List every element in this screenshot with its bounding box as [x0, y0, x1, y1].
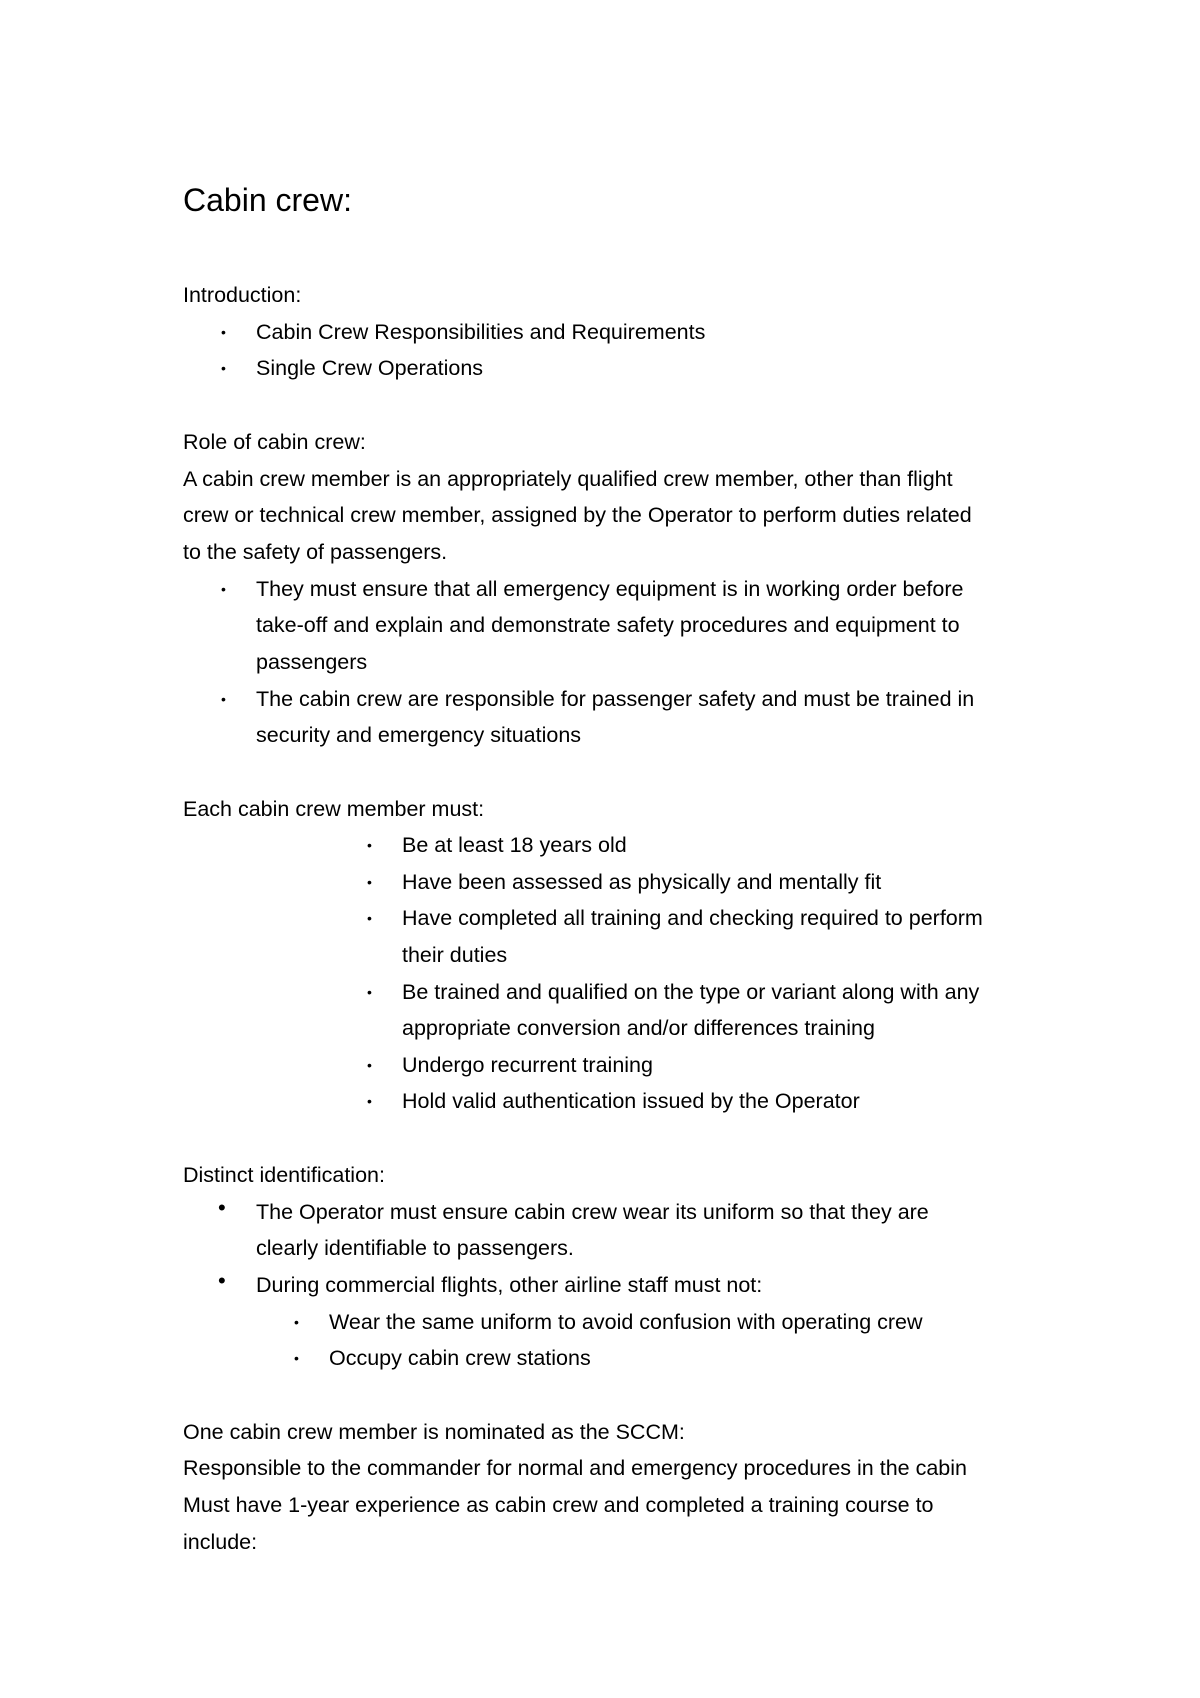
- page-title: Cabin crew:: [183, 182, 352, 218]
- distinct-sub-item: Wear the same uniform to avoid confusion with operating crew: [329, 1310, 923, 1334]
- role-paragraph-line: A cabin crew member is an appropriately qualified crew member, other than flight: [183, 467, 953, 491]
- requirement-item: Undergo recurrent training: [402, 1053, 653, 1077]
- requirement-item: Have been assessed as physically and mentally fit: [402, 870, 882, 894]
- intro-item: Cabin Crew Responsibilities and Requirements: [256, 320, 706, 344]
- requirement-item: Be trained and qualified on the type or variant along with any: [402, 980, 980, 1004]
- bullet-icon: •: [367, 874, 372, 890]
- sccm-line: Must have 1-year experience as cabin crew and completed a training course to: [183, 1493, 934, 1517]
- intro-item: Single Crew Operations: [256, 356, 484, 380]
- bullet-icon: •: [367, 837, 372, 853]
- role-bullet-line: security and emergency situations: [256, 723, 582, 747]
- sccm-heading: One cabin crew member is nominated as the SCCM:: [183, 1420, 685, 1444]
- distinct-bullet-line: During commercial flights, other airline staff must not:: [256, 1273, 763, 1297]
- bullet-icon: •: [218, 1195, 226, 1220]
- bullet-icon: •: [294, 1314, 299, 1330]
- bullet-icon: •: [367, 1093, 372, 1109]
- role-heading: Role of cabin crew:: [183, 430, 366, 454]
- role-bullet-line: They must ensure that all emergency equipment is in working order before: [256, 577, 964, 601]
- requirements-heading: Each cabin crew member must:: [183, 797, 485, 821]
- bullet-icon: •: [367, 1057, 372, 1073]
- role-bullet-line: take-off and explain and demonstrate safety procedures and equipment to: [256, 613, 960, 637]
- bullet-icon: •: [218, 1268, 226, 1293]
- distinct-bullet-line: clearly identifiable to passengers.: [256, 1236, 574, 1260]
- bullet-icon: •: [221, 581, 226, 597]
- requirement-item: appropriate conversion and/or differences training: [402, 1016, 875, 1040]
- role-paragraph-line: crew or technical crew member, assigned by the Operator to perform duties related: [183, 503, 972, 527]
- intro-heading: Introduction:: [183, 283, 302, 307]
- bullet-icon: •: [221, 360, 226, 376]
- requirement-item: Be at least 18 years old: [402, 833, 627, 857]
- distinct-bullet-line: The Operator must ensure cabin crew wear its uniform so that they are: [256, 1200, 929, 1224]
- bullet-icon: •: [221, 324, 226, 340]
- sccm-line: include:: [183, 1530, 258, 1554]
- bullet-icon: •: [367, 910, 372, 926]
- bullet-icon: •: [294, 1350, 299, 1366]
- role-paragraph-line: to the safety of passengers.: [183, 540, 448, 564]
- bullet-icon: •: [221, 691, 226, 707]
- role-bullet-line: passengers: [256, 650, 368, 674]
- requirement-item: Have completed all training and checking required to perform: [402, 906, 983, 930]
- requirement-item: Hold valid authentication issued by the Operator: [402, 1089, 860, 1113]
- requirement-item: their duties: [402, 943, 508, 967]
- sccm-line: Responsible to the commander for normal and emergency procedures in the cabin: [183, 1456, 967, 1480]
- role-bullet-line: The cabin crew are responsible for passenger safety and must be trained in: [256, 687, 975, 711]
- distinct-heading: Distinct identification:: [183, 1163, 385, 1187]
- distinct-sub-item: Occupy cabin crew stations: [329, 1346, 591, 1370]
- bullet-icon: •: [367, 984, 372, 1000]
